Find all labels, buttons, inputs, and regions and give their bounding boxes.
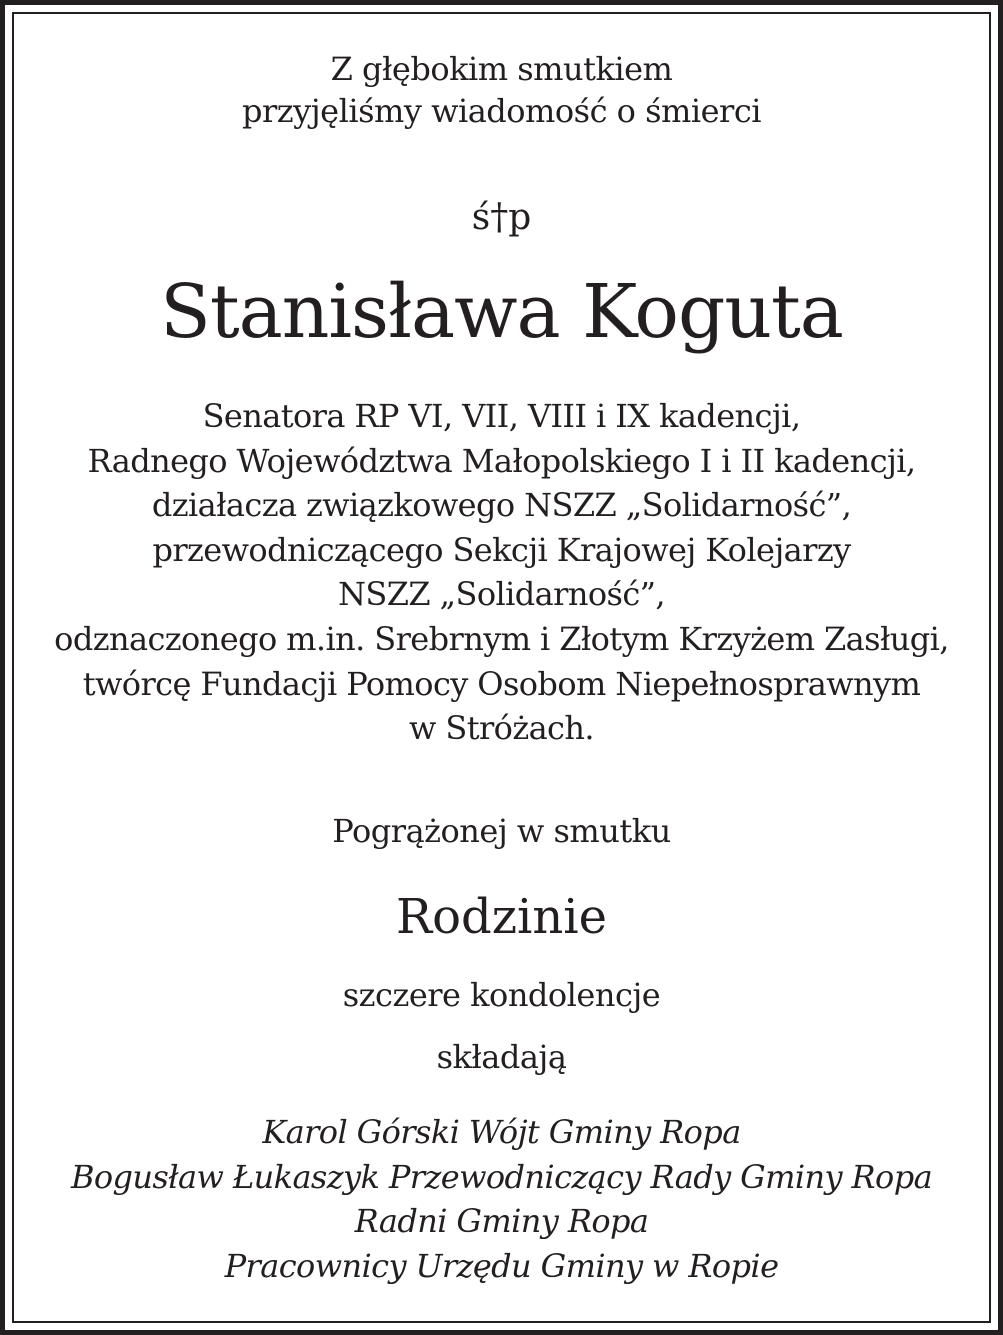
grief-line: Pogrążonej w smutku [332,812,671,850]
intro-line: przyjęliśmy wiadomość o śmierci [242,92,761,130]
honorific-stp: ś†p [471,197,532,238]
intro-text [14,48,989,132]
condolences-line: szczere kondolencje [342,976,661,1014]
biography-line: Senatora RP VI, VII, VIII i IX kadencji, [202,397,801,435]
condolences-text [14,964,989,1088]
biography-line: odznaczonego m.in. Srebrnym i Złotym Krzyżem Zasługi, [54,619,949,658]
deceased-name: Stanisława Koguta [160,269,843,355]
signatory-line: Radni Gminy Ropa [354,1202,649,1240]
biography-line: NSZZ „Solidarność”, [337,575,665,614]
biography-line: twórcę Fundacji Pomocy Osobom Niepełnosprawnym [82,664,921,703]
signatory-line: Pracownicy Urzędu Gminy w Ropie [224,1246,779,1285]
condolences-line: składają [436,1038,567,1076]
signatory-line: Bogusław Łukaszyk Przewodniczący Rady Gminy Ropa [70,1157,933,1196]
signatory-line: Karol Górski Wójt Gminy Ropa [262,1113,741,1151]
biography-line: w Stróżach. [409,709,594,748]
family-heading: Rodzinie [395,889,608,945]
biography-line: przewodniczącego Sekcji Krajowej Kolejarzy [152,530,851,569]
biography-line: Radnego Województwa Małopolskiego I i II kadencji, [87,441,916,480]
biography [14,394,989,751]
intro-line: Z głębokim smutkiem [330,50,673,88]
obituary-notice [14,14,989,1321]
signatories [14,1110,989,1288]
biography-line: działacza związkowego NSZZ „Solidarność”, [151,486,852,525]
